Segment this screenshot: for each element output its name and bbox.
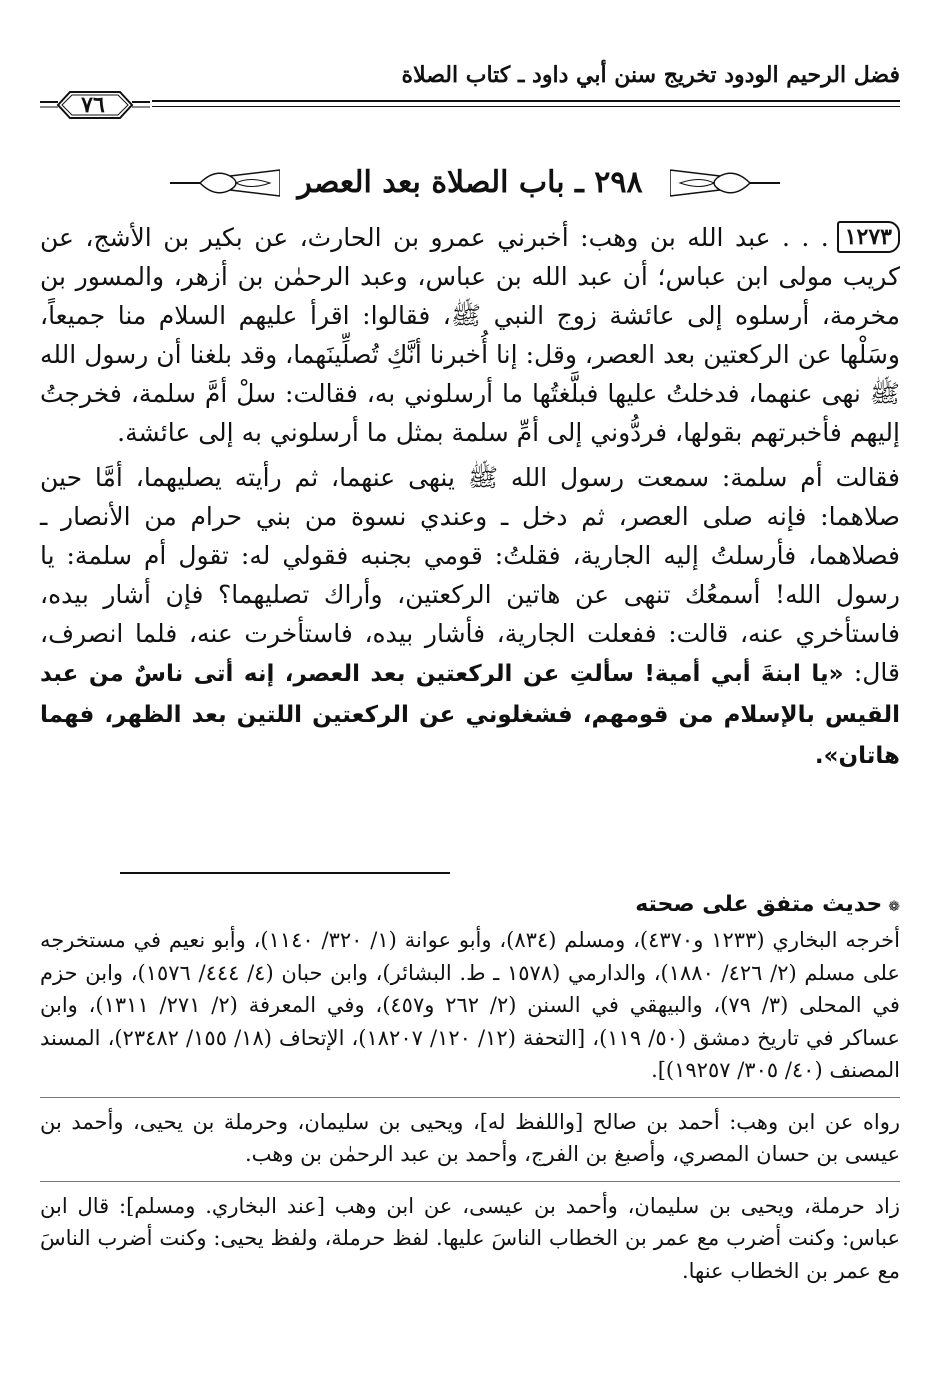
takhrij-sources: أخرجه البخاري (١٢٣٣ و٤٣٧٠)، ومسلم (٨٣٤)، وأبو عوانة (١/ ٣٢٠/ ١١٤٠)، وأبو نعيم في مستخرجه على مسلم (٢/ ٤٢٦/ ١٨٨٠)، والدارمي (١٥٧٨ ـ ط. البشائر)، وابن حبان (٤/ ٤٤٤/ ١٥٧٦)، وابن حزم في المحلى (٣/ ٧٩)، والبيهقي في السنن (٢/ ٢٦٢ و٤٥٧)، وفي المعرفة (٢/ ٢٧١/ ١٣١١)، وابن عساكر في تاريخ دمشق (٥٠/ ١١٩)، [التحفة (١٢/ ١٢٠/ ١٨٢٠٧)، الإتحاف (١٨/ ١٥٥/ ٢٣٤٨٢)، المسند المصنف (٤٠/ ٣٠٥/ ١٩٢٥٧)]. (40, 928, 900, 1082)
running-header (40, 62, 900, 118)
bullet-icon: ❁ (888, 899, 900, 915)
grading-text: حديث متفق على صحته (635, 892, 883, 917)
header-rule (152, 106, 900, 107)
hadith-text (40, 218, 900, 776)
chapter-heading (40, 158, 900, 208)
hadith-paragraph-text: . . . عبد الله بن وهب: أخبرني عمرو بن الحارث، عن بكير بن الأشج، عن كريب مولى ابن عباس؛ أن عبد الله بن عباس، وعبد الرحمٰن بن أزهر، والمسور بن مخرمة، أرسلوه إلى عائشة زوج النبي ﷺ، فقالوا: اقرأ عليهم السلام منا جميعاً، وسَلْها عن الركعتين بعد العصر، وقل: إنا أُخبرنا أنَّكِ تُصلِّينَهما، وقد بلغنا أن رسول الله ﷺ نهى عنهما، فدخلتُ عليها فبلَّغتُها ما أرسلوني به، فقالت: سلْ أمَّ سلمة، فخرجتُ إليهم فأخبرتهم بقولها، فردُّوني إلى أمِّ سلمة بمثل ما أرسلوني به إلى عائشة. (40, 223, 900, 447)
chapter-ornament-icon (170, 166, 280, 200)
divider (40, 1181, 900, 1182)
footnote-separator (120, 872, 450, 874)
hadith-paragraph-text: فقالت أم سلمة: سمعت رسول الله ﷺ ينهى عنهما، ثم رأيته يصليهما، أمَّا حين صلاهما: فإنه صلى العصر، ثم دخل ـ وعندي نسوة من بني حرام من الأنصار ـ فصلاهما، فأرسلتُ إليه الجارية، فقلتُ: قومي بجنبه فقولي له: تقول أم سلمة: يا رسول الله! أسمعُك تنهى عن هاتين الركعتين، وأراك تصليهما؟ فإن أشار بيده، فاستأخري عنه، قالت: ففعلت الجارية، فأشار بيده، فاستأخرت عنه، فلما انصرف، قال: (40, 463, 900, 687)
chapter-title: ٢٩٨ ـ باب الصلاة بعد العصر (297, 165, 643, 200)
hadith-paragraph (40, 218, 900, 452)
chapter-ornament-icon (670, 166, 780, 200)
prophet-saying: «يا ابنةَ أبي أمية! سألتِ عن الركعتين بعد العصر، إنه أتى ناسٌ من عبد القيس بالإسلام من قومهم، فشغلوني عن الركعتين اللتين بعد الظهر، فهما هاتان». (40, 661, 900, 769)
hadith-number-badge: ١٢٧٣ (837, 221, 900, 253)
takhrij-narrators: رواه عن ابن وهب: أحمد بن صالح [واللفظ له]، ويحيى بن سليمان، وحرملة بن يحيى، وأحمد بن عيسى بن حسان المصري، وأصبغ بن الفرج، وأحمد بن عبد الرحمٰن بن وهب. (40, 1109, 900, 1166)
takhrij-section (40, 888, 900, 1287)
header-rule (152, 100, 900, 102)
divider (40, 1097, 900, 1098)
page-number: ٧٦ (81, 92, 105, 118)
book-page (40, 40, 900, 1350)
header-title: فضل الرحيم الودود تخريج سنن أبي داود ـ كتاب الصلاة (401, 62, 900, 88)
page-number-frame (40, 88, 140, 122)
hadith-paragraph (40, 458, 900, 776)
takhrij-addition: زاد حرملة، ويحيى بن سليمان، وأحمد بن عيسى، عن ابن وهب [عند البخاري. ومسلم]: قال ابن عباس: وكنت أضرب مع عمر بن الخطاب الناسَ عليها. لفظ حرملة، ولفظ يحيى: وكنت أضرب الناسَ مع عمر بن الخطاب عنها. (40, 1193, 900, 1283)
grading-heading (40, 888, 900, 924)
